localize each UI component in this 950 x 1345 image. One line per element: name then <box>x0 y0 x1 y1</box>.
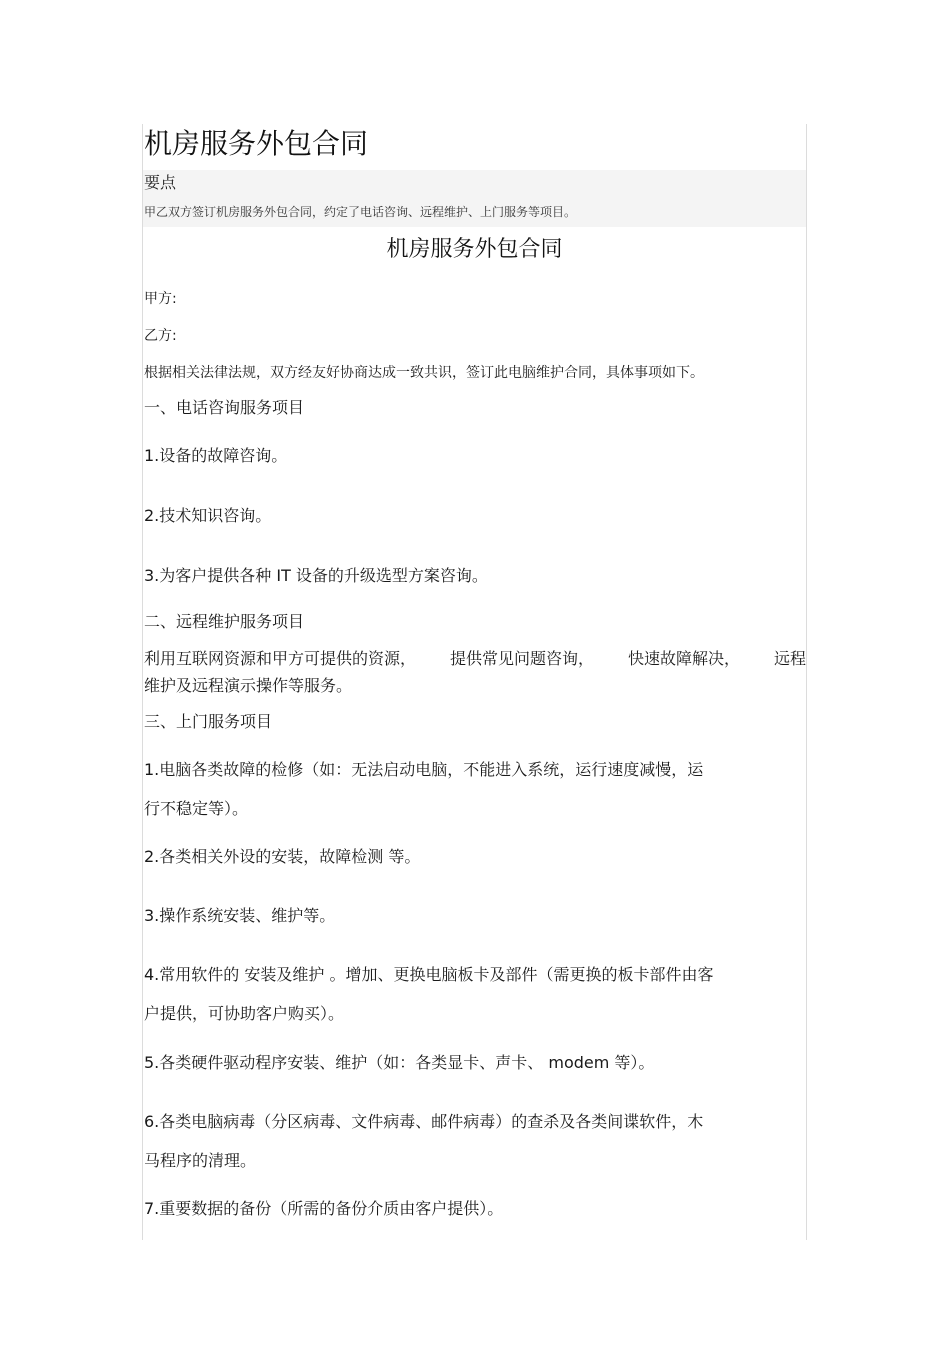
remote-paragraph-line1 <box>144 648 806 670</box>
onsite-item-2: 2.各类相关外设的安装，故障检测 等。 <box>144 847 421 866</box>
remote-paragraph-line2: 维护及远程演示操作等服务。 <box>144 676 353 695</box>
onsite-item-4-line2: 户提供，可协助客户购买）。 <box>144 1004 345 1023</box>
phone-item-2: 2.技术知识咨询。 <box>144 506 272 525</box>
document-title: 机房服务外包合同 <box>144 127 369 160</box>
onsite-item-4-line1: 4.常用软件的 安装及维护 。增加、更换电脑板卡及部件（需更换的板卡部件由客 <box>144 965 714 984</box>
page-frame-left <box>142 124 143 1240</box>
onsite-item-6-line1: 6.各类电脑病毒（分区病毒、文件病毒、邮件病毒）的查杀及各类间谍软件，木 <box>144 1112 704 1131</box>
page-frame-right <box>806 124 807 1240</box>
summary-text: 甲乙双方签订机房服务外包合同，约定了电话咨询、远程维护、上门服务等项目。 <box>144 205 577 219</box>
onsite-item-7: 7.重要数据的备份（所需的备份介质由客户提供）。 <box>144 1199 504 1218</box>
onsite-item-5: 5.各类硬件驱动程序安装、维护（如：各类显卡、声卡、 modem 等）。 <box>144 1053 655 1072</box>
section-heading-remote: 二、远程维护服务项目 <box>144 612 305 631</box>
onsite-item-1-line2: 行不稳定等）。 <box>144 799 249 818</box>
onsite-item-1-line1: 1.电脑各类故障的检修（如：无法启动电脑，不能进入系统，运行速度减慢，运 <box>144 760 704 779</box>
party-b-label: 乙方: <box>144 328 177 344</box>
intro-paragraph: 根据相关法律法规，双方经友好协商达成一致共识，签订此电脑维护合同，具体事项如下。 <box>144 365 704 381</box>
section-heading-phone: 一、电话咨询服务项目 <box>144 398 305 417</box>
contract-title: 机房服务外包合同 <box>386 237 563 262</box>
summary-label: 要点 <box>144 173 177 192</box>
remote-text-part: 远程 <box>773 649 806 668</box>
phone-item-3: 3.为客户提供各种 IT 设备的升级选型方案咨询。 <box>144 566 488 585</box>
remote-text-part: 快速故障解决， <box>627 649 740 668</box>
party-a-label: 甲方: <box>144 291 177 307</box>
remote-text-part: 利用互联网资源和甲方可提供的资源， <box>144 649 417 668</box>
section-heading-onsite: 三、上门服务项目 <box>144 712 273 731</box>
remote-text-part: 提供常见问题咨询， <box>449 649 594 668</box>
phone-item-1: 1.设备的故障咨询。 <box>144 446 288 465</box>
onsite-item-6-line2: 马程序的清理。 <box>144 1151 257 1170</box>
onsite-item-3: 3.操作系统安装、维护等。 <box>144 906 336 925</box>
